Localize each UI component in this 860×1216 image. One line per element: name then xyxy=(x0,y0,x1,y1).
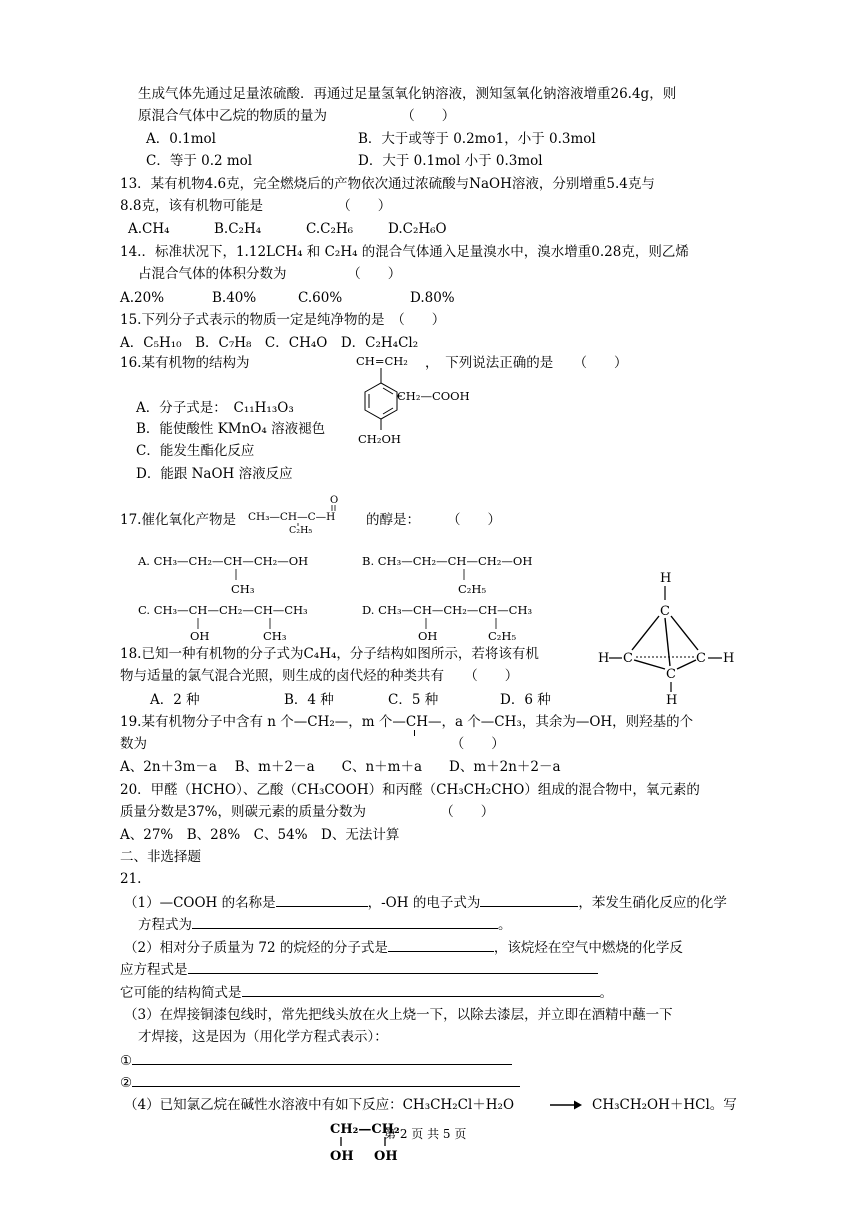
glycol-oh-right: OH xyxy=(374,1149,398,1164)
q16-option-d: D．能跟 NaOH 溶液反应 xyxy=(136,466,293,482)
q17-line1b: 的醇是： （ ） xyxy=(366,512,501,528)
q19-line1-part1: 19.某有机物分子中含有 n 个—CH₂—，m 个— xyxy=(120,714,406,730)
answer-blank-nitration-equation[interactable] xyxy=(192,914,498,929)
q16-structure xyxy=(340,350,480,455)
q18-option-a: A．2 种 xyxy=(150,692,200,708)
q14-option-c: C.60% xyxy=(298,290,343,306)
q12-option-d: D．大于 0.1mol 小于 0.3mol xyxy=(358,153,543,169)
q17-option-c-main: C. CH₃—CH—CH₂—CH—CH₃ xyxy=(138,603,308,617)
c4h4-c-bottom: C xyxy=(666,667,676,682)
q17-option-d-sub2: C₂H₅ xyxy=(488,629,517,643)
q19-options: A、2n＋3m－a B、m＋2－a C、n＋m＋a D、m＋2n＋2－a xyxy=(120,759,561,775)
q17-option-c-sub1: OH xyxy=(190,629,210,643)
q12-line2: 原混合气体中乙烷的物质的量为 （ ） xyxy=(138,108,456,124)
c4h4-h-left: H xyxy=(598,651,610,666)
q13-option-c: C.C₂H₆ xyxy=(306,221,354,237)
q16-substituent-right: CH₂—COOH xyxy=(397,389,470,403)
q16-line1a: 16.某有机物的结构为 xyxy=(120,355,250,371)
q12-option-c: C．等于 0.2 mol xyxy=(146,153,253,169)
answer-blank-structures[interactable] xyxy=(242,982,600,997)
q14-option-d: D.80% xyxy=(410,290,455,306)
q19-ch-group: CH xyxy=(406,712,428,732)
q21-part3-blank2: ② xyxy=(120,1072,520,1093)
q16-substituent-top: CH=CH₂ xyxy=(356,354,408,368)
c4h4-h-right: H xyxy=(723,651,735,666)
c4h4-structure-figure xyxy=(592,566,742,706)
q20-line1: 20．甲醛（HCHO）、乙酸（CH₃COOH）和丙醛（CH₃CH₂CHO）组成的混合物中，氧元素的 xyxy=(120,782,700,798)
c4h4-h-top: H xyxy=(660,571,672,586)
q16-option-c: C．能发生酯化反应 xyxy=(136,443,255,459)
q21-part3-line1: （3）在焊接铜漆包线时，常先把线头放在火上烧一下，以除去漆层，并立即在酒精中蘸一下 xyxy=(124,1007,673,1023)
q20-line2: 质量分数是37%，则碳元素的质量分数为 （ ） xyxy=(120,804,495,820)
q16-option-b: B．能使酸性 KMnO₄ 溶液褪色 xyxy=(136,421,326,437)
c4h4-c-right: C xyxy=(696,651,706,666)
q15-line1: 15.下列分子式表示的物质一定是纯净物的是 （ ） xyxy=(120,312,446,328)
q17-option-a-sub: CH₃ xyxy=(231,582,255,596)
q21-part2-line1: （2）相对分子质量为 72 的烷烃的分子式是 ，该烷烃在空气中燃烧的化学反 xyxy=(124,937,683,958)
q21-part2-line3: 它可能的结构简式是 。 xyxy=(120,982,613,1003)
answer-blank-alkane-formula[interactable] xyxy=(388,937,494,952)
q21-part1-line1: （1）—COOH 的名称是 ，-OH 的电子式为 ，苯发生硝化反应的化学 xyxy=(124,892,727,913)
q14-option-b: B.40% xyxy=(212,290,257,306)
q17-option-d-main: D. CH₃—CH—CH₂—CH—CH₃ xyxy=(362,603,533,617)
q20-options: A、27% B、28% C、54% D、无法计算 xyxy=(120,827,400,843)
q14-option-a: A.20% xyxy=(120,290,165,306)
q17-product-ethyl: C₂H₅ xyxy=(289,525,313,534)
c4h4-c-top: C xyxy=(660,604,670,619)
q18-line1: 18.已知一种有机物的分子式为C₄H₄，分子结构如图所示，若将该有机 xyxy=(120,646,539,662)
q17-product-main: CH₃—CH—C—H xyxy=(248,511,336,523)
q17-option-a-main: A. CH₃—CH₂—CH—CH₂—OH xyxy=(138,554,309,568)
q16-line1b: ， 下列说法正确的是 （ ） xyxy=(425,355,628,371)
answer-blank-equation-2[interactable] xyxy=(132,1072,520,1087)
q16-substituent-bottom: CH₂OH xyxy=(358,432,401,446)
q19-line2: 数为 （ ） xyxy=(120,736,505,752)
q12-line1: 生成气体先通过足量浓硫酸．再通过足量氢氧化钠溶液，测知氢氧化钠溶液增重26.4g，则 xyxy=(138,86,677,102)
q21-part3-line2: 才焊接，这是因为（用化学方程式表示）： xyxy=(138,1029,388,1045)
page-footer: 第 2 页 共 5 页 xyxy=(384,1127,467,1141)
q21-part4-line1b: CH₃CH₂OH＋HCl。写 xyxy=(592,1097,737,1113)
glycol-main: CH₂—CH₂ xyxy=(330,1122,400,1137)
q21-part2-line2: 应方程式是 xyxy=(120,959,598,980)
q14-line2: 占混合气体的体积分数为 （ ） xyxy=(138,266,402,282)
q17-options-structures xyxy=(130,548,570,644)
reaction-arrow-icon xyxy=(548,1097,584,1111)
q17-product-oxygen: O xyxy=(330,495,339,506)
q21-part1-line2: 方程式为 。 xyxy=(138,914,512,935)
q13-option-a: A.CH₄ xyxy=(128,221,170,237)
answer-blank-combustion-equation[interactable] xyxy=(188,959,598,974)
q13-line2: 8.8克，该有机物可能是 （ ） xyxy=(120,198,392,214)
q14-line1: 14.．标准状况下，1.12LCH₄ 和 C₂H₄ 的混合气体通入足量溴水中，溴水增重0.28克，则乙烯 xyxy=(120,244,689,260)
q21-part4-line1a: （4）已知氯乙烷在碱性水溶液中有如下反应：CH₃CH₂Cl＋H₂O xyxy=(124,1097,515,1113)
q18-option-d: D．6 种 xyxy=(500,692,551,708)
q17-product-structure xyxy=(246,492,366,534)
q13-line1: 13．某有机物4.6克，完全燃烧后的产物依次通过浓硫酸与NaOH溶液，分别增重5.4克与 xyxy=(120,176,655,192)
glycol-oh-left: OH xyxy=(330,1149,354,1164)
answer-blank-equation-1[interactable] xyxy=(132,1050,512,1065)
q18-option-b: B．4 种 xyxy=(284,692,334,708)
q16-option-a: A．分子式是： C₁₁H₁₃O₃ xyxy=(136,400,294,416)
q12-option-a: A．0.1mol xyxy=(146,131,216,147)
q17-option-d-sub1: OH xyxy=(418,629,438,643)
q15-options: A．C₅H₁₀ B．C₇H₈ C．CH₄O D．C₂H₄Cl₂ xyxy=(120,335,419,351)
q18-option-c: C．5 种 xyxy=(388,692,439,708)
q12-option-b: B．大于或等于 0.2mo1，小于 0.3mol xyxy=(358,131,596,147)
c4h4-c-left: C xyxy=(623,651,633,666)
q17-option-b-main: B. CH₃—CH₂—CH—CH₂—OH xyxy=(362,554,533,568)
q21-number: 21. xyxy=(120,871,142,887)
section-heading: 二、非选择题 xyxy=(120,849,201,865)
q18-line2: 物与适量的氯气混合光照，则生成的卤代烃的种类共有 （ ） xyxy=(120,668,519,684)
q17-line1a: 17.催化氧化产物是 xyxy=(120,512,236,528)
answer-blank-cooh-name[interactable] xyxy=(276,892,368,907)
q17-option-b-sub: C₂H₅ xyxy=(458,582,487,596)
q17-option-c-sub2: CH₃ xyxy=(263,629,287,643)
q13-option-b: B.C₂H₄ xyxy=(214,221,262,237)
q19-line1 xyxy=(120,712,693,732)
c4h4-h-bottom: H xyxy=(666,693,678,706)
q19-line1-part2: —，a 个—CH₃，其余为—OH，则羟基的个 xyxy=(427,714,694,730)
answer-blank-oh-electron[interactable] xyxy=(480,892,578,907)
q13-option-d: D.C₂H₆O xyxy=(388,221,447,237)
q21-part3-blank1: ① xyxy=(120,1050,512,1071)
